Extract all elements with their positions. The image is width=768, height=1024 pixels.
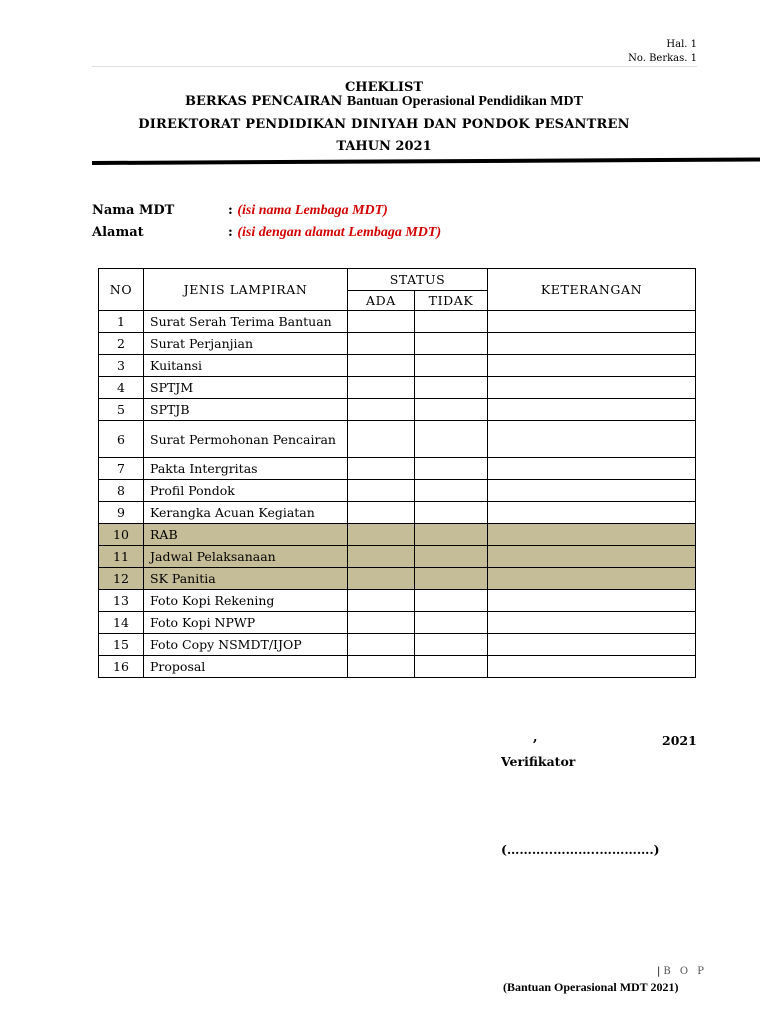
cell-keterangan[interactable] bbox=[488, 634, 696, 656]
cell-no: 9 bbox=[99, 502, 144, 524]
cell-keterangan[interactable] bbox=[488, 524, 696, 546]
cell-no: 13 bbox=[99, 590, 144, 612]
directorate-title: DIREKTORAT PENDIDIKAN DINIYAH DAN PONDOK PESANTREN bbox=[138, 117, 630, 132]
cell-no: 4 bbox=[99, 377, 144, 399]
table-row bbox=[99, 377, 696, 399]
header-ada: ADA bbox=[348, 291, 415, 311]
top-divider bbox=[92, 66, 697, 67]
cell-keterangan[interactable] bbox=[488, 311, 696, 333]
cell-no: 3 bbox=[99, 355, 144, 377]
table-row bbox=[99, 546, 696, 568]
cell-tidak[interactable] bbox=[415, 524, 488, 546]
cell-jenis: Pakta Intergritas bbox=[144, 458, 348, 480]
header-keterangan: KETERANGAN bbox=[488, 269, 696, 311]
cell-jenis: Proposal bbox=[144, 656, 348, 678]
cell-no: 15 bbox=[99, 634, 144, 656]
cell-no: 8 bbox=[99, 480, 144, 502]
footer-bop-text: B O P bbox=[663, 966, 708, 977]
cell-ada[interactable] bbox=[348, 399, 415, 421]
table-row bbox=[99, 458, 696, 480]
cell-jenis: Jadwal Pelaksanaan bbox=[144, 546, 348, 568]
cell-jenis: Foto Copy NSMDT/IJOP bbox=[144, 634, 348, 656]
cell-keterangan[interactable] bbox=[488, 399, 696, 421]
cell-tidak[interactable] bbox=[415, 421, 488, 458]
header-rule bbox=[92, 158, 760, 165]
signature-year: 2021 bbox=[662, 733, 697, 748]
subtitle-part-2: Bantuan Operasional Pendidikan MDT bbox=[346, 94, 583, 109]
cell-ada[interactable] bbox=[348, 656, 415, 678]
page-number: Hal. 1 bbox=[666, 39, 697, 50]
cell-jenis: Surat Serah Terima Bantuan bbox=[144, 311, 348, 333]
date-comma: , bbox=[533, 730, 538, 745]
cell-tidak[interactable] bbox=[415, 546, 488, 568]
cell-jenis: SK Panitia bbox=[144, 568, 348, 590]
table-row bbox=[99, 311, 696, 333]
header-status: STATUS bbox=[348, 269, 488, 291]
cell-ada[interactable] bbox=[348, 546, 415, 568]
cell-tidak[interactable] bbox=[415, 399, 488, 421]
cell-tidak[interactable] bbox=[415, 377, 488, 399]
cell-keterangan[interactable] bbox=[488, 480, 696, 502]
cell-ada[interactable] bbox=[348, 634, 415, 656]
cell-tidak[interactable] bbox=[415, 311, 488, 333]
table-row bbox=[99, 634, 696, 656]
field-label: Alamat bbox=[92, 225, 144, 240]
cell-tidak[interactable] bbox=[415, 458, 488, 480]
cell-ada[interactable] bbox=[348, 480, 415, 502]
header-jenis-lampiran: JENIS LAMPIRAN bbox=[144, 269, 348, 311]
cell-keterangan[interactable] bbox=[488, 590, 696, 612]
table-row bbox=[99, 524, 696, 546]
cell-no: 10 bbox=[99, 524, 144, 546]
cell-jenis: Surat Permohonan Pencairan bbox=[144, 421, 348, 458]
cell-ada[interactable] bbox=[348, 590, 415, 612]
cell-jenis: Kerangka Acuan Kegiatan bbox=[144, 502, 348, 524]
cell-keterangan[interactable] bbox=[488, 458, 696, 480]
year-title: TAHUN 2021 bbox=[336, 139, 432, 154]
verifier-label: Verifikator bbox=[501, 754, 576, 769]
cell-ada[interactable] bbox=[348, 568, 415, 590]
cell-no: 6 bbox=[99, 421, 144, 458]
field-value[interactable]: (isi dengan alamat Lembaga MDT) bbox=[237, 225, 442, 240]
field-label: Nama MDT bbox=[92, 203, 175, 218]
table-row bbox=[99, 656, 696, 678]
header-tidak: TIDAK bbox=[415, 291, 488, 311]
cell-keterangan[interactable] bbox=[488, 333, 696, 355]
cell-ada[interactable] bbox=[348, 355, 415, 377]
cell-keterangan[interactable] bbox=[488, 546, 696, 568]
cell-jenis: Foto Kopi Rekening bbox=[144, 590, 348, 612]
cell-tidak[interactable] bbox=[415, 634, 488, 656]
cell-tidak[interactable] bbox=[415, 480, 488, 502]
header-no: NO bbox=[99, 269, 144, 311]
cell-tidak[interactable] bbox=[415, 568, 488, 590]
cell-no: 16 bbox=[99, 656, 144, 678]
subtitle-part-1: BERKAS PENCAIRAN bbox=[185, 94, 343, 109]
checklist-table bbox=[98, 268, 696, 678]
cell-ada[interactable] bbox=[348, 377, 415, 399]
cell-no: 2 bbox=[99, 333, 144, 355]
table-row bbox=[99, 399, 696, 421]
table-row bbox=[99, 421, 696, 458]
cell-jenis: Profil Pondok bbox=[144, 480, 348, 502]
field-value[interactable]: (isi nama Lembaga MDT) bbox=[237, 203, 388, 218]
cell-keterangan[interactable] bbox=[488, 502, 696, 524]
cell-jenis: Foto Kopi NPWP bbox=[144, 612, 348, 634]
cell-ada[interactable] bbox=[348, 311, 415, 333]
cell-ada[interactable] bbox=[348, 502, 415, 524]
cell-jenis: SPTJM bbox=[144, 377, 348, 399]
cell-tidak[interactable] bbox=[415, 656, 488, 678]
cell-keterangan[interactable] bbox=[488, 355, 696, 377]
field-separator: : bbox=[228, 225, 233, 240]
doc-title: CHEKLIST bbox=[344, 80, 424, 95]
cell-jenis: Kuitansi bbox=[144, 355, 348, 377]
cell-ada[interactable] bbox=[348, 421, 415, 458]
cell-no: 11 bbox=[99, 546, 144, 568]
table-row bbox=[99, 502, 696, 524]
cell-no: 7 bbox=[99, 458, 144, 480]
table-row bbox=[99, 480, 696, 502]
cell-ada[interactable] bbox=[348, 612, 415, 634]
cell-tidak[interactable] bbox=[415, 590, 488, 612]
cell-no: 14 bbox=[99, 612, 144, 634]
field-nama-mdt bbox=[92, 203, 388, 219]
footer-bop: | B O P bbox=[657, 966, 708, 977]
doc-subtitle bbox=[0, 94, 768, 110]
cell-no: 5 bbox=[99, 399, 144, 421]
page-meta bbox=[628, 38, 697, 66]
cell-jenis: SPTJB bbox=[144, 399, 348, 421]
cell-jenis: Surat Perjanjian bbox=[144, 333, 348, 355]
cell-no: 1 bbox=[99, 311, 144, 333]
cell-keterangan[interactable] bbox=[488, 612, 696, 634]
table-row bbox=[99, 590, 696, 612]
table-row bbox=[99, 568, 696, 590]
cell-keterangan[interactable] bbox=[488, 421, 696, 458]
cell-tidak[interactable] bbox=[415, 355, 488, 377]
table-row bbox=[99, 612, 696, 634]
cell-jenis: RAB bbox=[144, 524, 348, 546]
cell-tidak[interactable] bbox=[415, 612, 488, 634]
cell-ada[interactable] bbox=[348, 458, 415, 480]
cell-keterangan[interactable] bbox=[488, 656, 696, 678]
cell-tidak[interactable] bbox=[415, 502, 488, 524]
table-row bbox=[99, 355, 696, 377]
field-alamat bbox=[92, 225, 441, 241]
table-row bbox=[99, 333, 696, 355]
file-number: No. Berkas. 1 bbox=[628, 53, 697, 64]
cell-tidak[interactable] bbox=[415, 333, 488, 355]
cell-keterangan[interactable] bbox=[488, 568, 696, 590]
field-separator: : bbox=[228, 203, 233, 218]
cell-keterangan[interactable] bbox=[488, 377, 696, 399]
cell-no: 12 bbox=[99, 568, 144, 590]
cell-ada[interactable] bbox=[348, 524, 415, 546]
verifier-name-placeholder: (………..………..………….) bbox=[501, 842, 660, 857]
cell-ada[interactable] bbox=[348, 333, 415, 355]
footer-note: (Bantuan Operasional MDT 2021) bbox=[503, 980, 679, 994]
